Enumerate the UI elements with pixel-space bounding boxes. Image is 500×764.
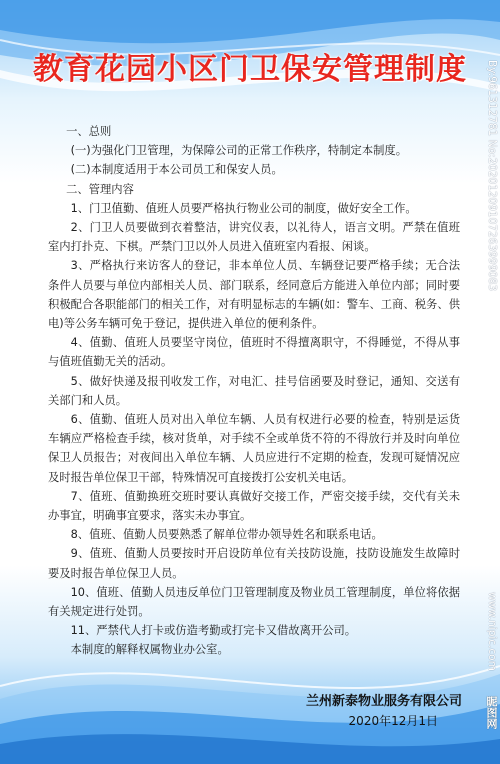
regulation-paragraph: 1、门卫值勤、值班人员要严格执行物业公司的制度，做好安全工作。 xyxy=(70,201,417,215)
section-heading: 二、管理内容 xyxy=(66,182,134,196)
regulation-body xyxy=(48,122,460,660)
regulation-paragraph: 7、值班、值勤换班交班时要认真做好交接工作，严密交接手续，交代有关未办事宜，明确事宜要求，落实未办事宜。 xyxy=(48,489,460,523)
regulation-paragraph: 5、做好快递及报刊收发工作，对电汇、挂号信函要及时登记，通知、交送有关部门和人员。 xyxy=(48,374,460,407)
regulation-paragraph: 3、严格执行来访客人的登记，非本单位人员、车辆登记要严格手续；无合法条件人员要与单位内部相关人员、部门联系，经同意后方能进入单位内部；同时要积极配合各职能部门的相关工作，对有明显标志的车辆(如：警车、工商、税务、供电)等公务车辆可免于登记，提供进入单位的便利条件。 xyxy=(48,259,460,331)
regulation-paragraph: 10、值班、值勤人员违反单位门卫管理制度及物业员工管理制度，单位将依据有关规定进行处罚。 xyxy=(48,585,460,619)
section-heading: 一、总则 xyxy=(66,125,112,138)
regulation-paragraph: 本制度的解释权属物业办公室。 xyxy=(70,643,229,657)
regulation-paragraph: 11、严禁代人打卡或仿造考勤或打完卡又借故离开公司。 xyxy=(70,624,357,638)
issue-date: 2020年12月1日 xyxy=(348,714,438,728)
regulation-paragraph: 2、门卫人员要做到衣着整洁，讲究仪表，以礼待人，语言文明。严禁在值班室内打扑克、下棋。严禁门卫以外人员进入值班室内看报、闲谈。 xyxy=(48,221,460,254)
regulation-paragraph: (一)为强化门卫管理，为保障公司的正常工作秩序，特制定本制度。 xyxy=(70,144,408,158)
regulation-paragraph: 6、值勤、值班人员对出入单位车辆、人员有权进行必要的检查，特别是运货车辆应严格检查手续，核对货单，对手续不全或单货不符的不得放行并及时向单位保卫人员报告；对夜间出入单位车辆、人员应进行不定期的检查，发现可疑情况应及时报告单位保卫干部，特殊情况可直接拨打公安机关电话。 xyxy=(48,413,460,484)
company-name: 兰州新泰物业服务有限公司 xyxy=(305,694,462,709)
regulation-paragraph: 9、值班、值勤人员要按时开启设防单位有关技防设施，技防设施发生故障时要及时报告单位保卫人员。 xyxy=(48,547,460,580)
regulation-paragraph: (二)本制度适用于本公司员工和保安人员。 xyxy=(70,163,283,177)
watermark-url-text: www.nipic.com xyxy=(486,592,498,671)
watermark-logo: 昵图网 xyxy=(485,696,498,729)
regulation-paragraph: 4、值勤、值班人员要坚守岗位，值班时不得擅离职守，不得睡觉，不得从事与值班值勤无关的活动。 xyxy=(48,336,460,369)
regulation-paragraph: 8、值班、值勤人员要熟悉了解单位带办领导姓名和联系电话。 xyxy=(70,528,383,542)
page-title: 教育花园小区门卫保安管理制度 xyxy=(33,52,467,87)
watermark-id-text: By:961312781 No:20201209107263999083 xyxy=(486,60,498,292)
